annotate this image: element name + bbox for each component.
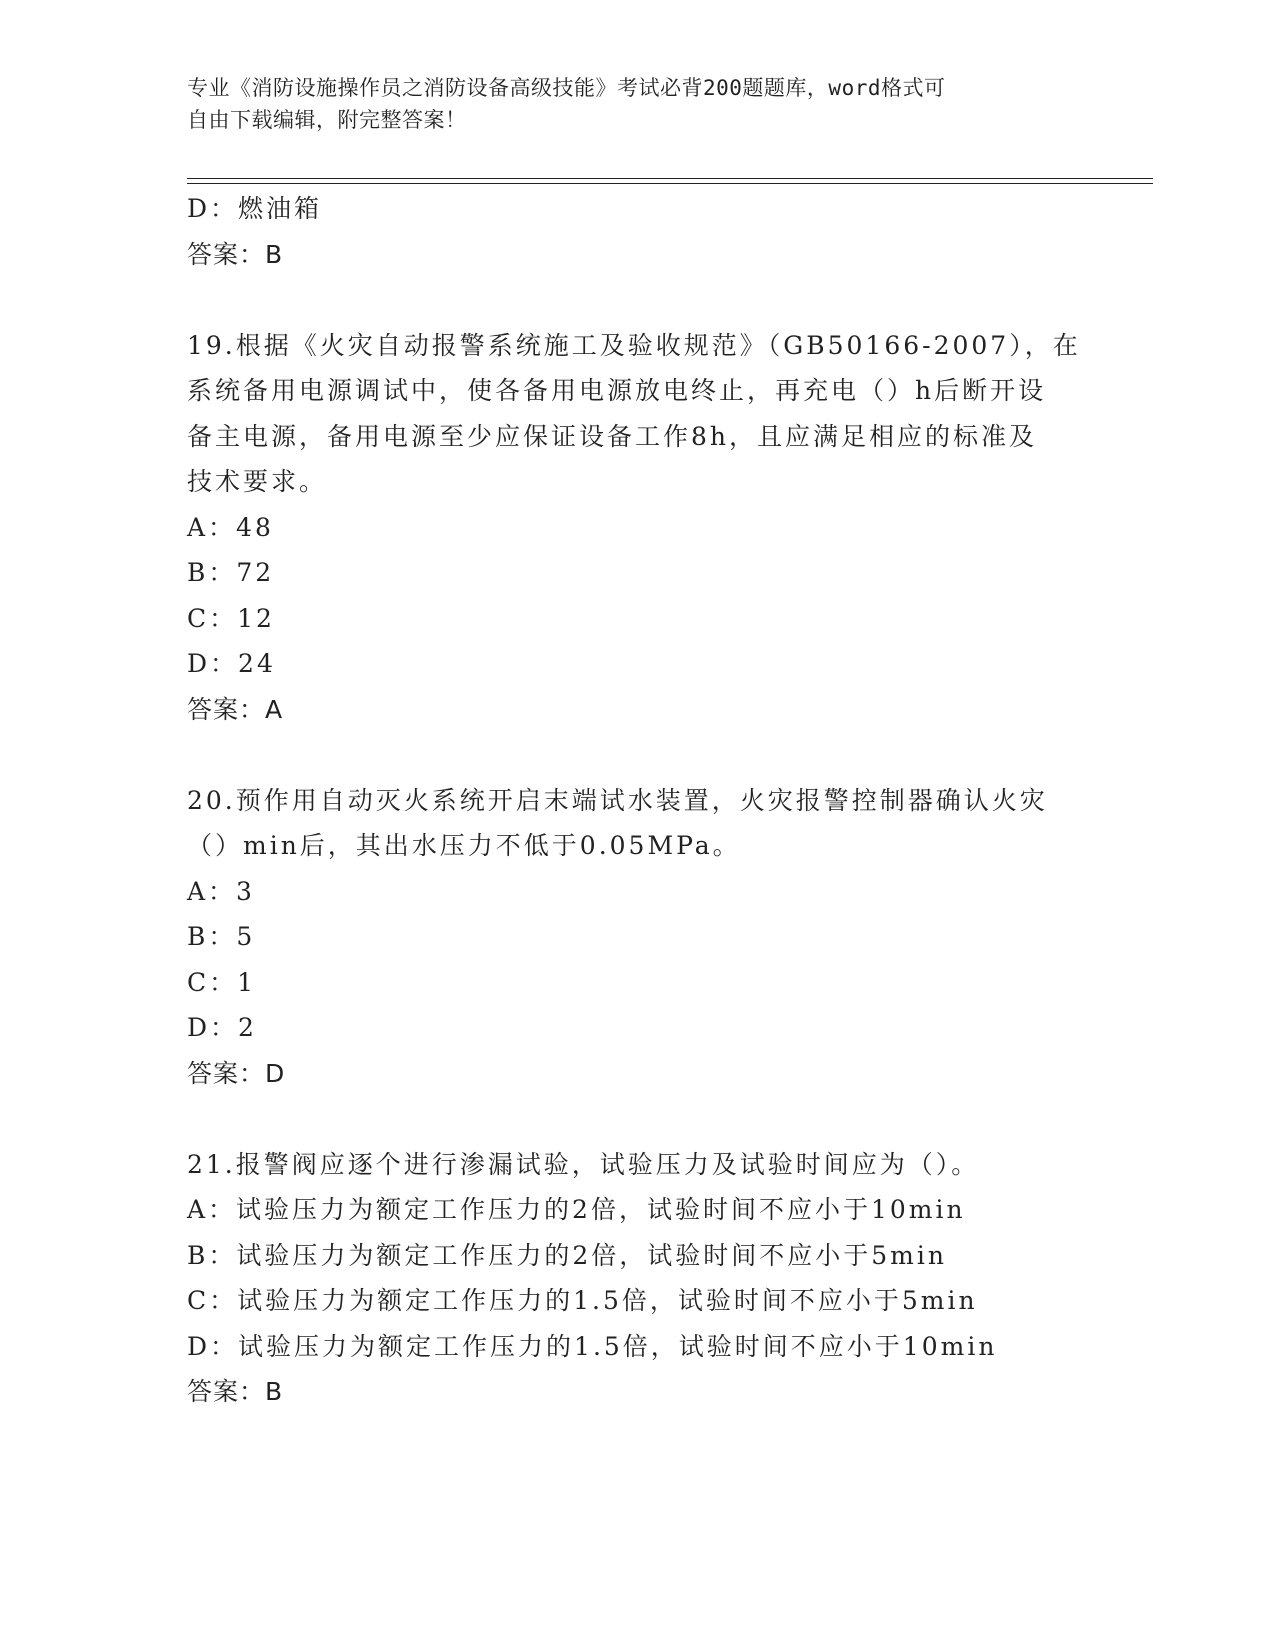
option-d: D：2 <box>187 1013 257 1042</box>
option-b: B：试验压力为额定工作压力的2倍，试验时间不应小于5min <box>187 1240 947 1270</box>
question-20 <box>187 778 1087 1097</box>
option-d: D：试验压力为额定工作压力的1.5倍，试验时间不应小于10min <box>187 1331 998 1361</box>
question-stem <box>187 323 1087 505</box>
option-d: D：燃油箱 <box>187 194 323 223</box>
question-stem <box>187 1142 1087 1188</box>
question-19 <box>187 323 1087 733</box>
document-body <box>187 186 1087 1415</box>
option-b: B：5 <box>187 922 256 951</box>
option-c: C：12 <box>187 603 275 633</box>
option-a: A：试验压力为额定工作压力的2倍，试验时间不应小于10min <box>187 1195 966 1224</box>
question-stem-line: 备主电源，备用电源至少应保证设备工作8h，且应满足相应的标准及 <box>187 421 1038 451</box>
answer-line: 答案：B <box>187 239 284 269</box>
question-stem <box>187 778 1087 869</box>
spacer <box>187 1096 1087 1142</box>
answer-line: 答案：D <box>187 1058 286 1088</box>
question-stem-line: 系统备用电源调试中，使各备用电源放电终止，再充电（）h后断开设 <box>187 376 1047 405</box>
question-stem-line: 技术要求。 <box>187 467 328 496</box>
question-stem-line: （）min后，其出水压力不低于0.05MPa。 <box>187 831 741 860</box>
answer-line: 答案：A <box>187 694 284 724</box>
spacer <box>187 732 1087 778</box>
header-double-rule <box>187 178 1153 184</box>
previous-question-tail <box>187 186 1087 277</box>
option-d: D：24 <box>187 649 276 678</box>
option-a: A：48 <box>187 512 274 542</box>
question-stem-line: 20.预作用自动灭火系统开启末端试水装置，火灾报警控制器确认火灾 <box>187 785 1048 815</box>
question-stem-line: 21.报警阀应逐个进行渗漏试验，试验压力及试验时间应为（）。 <box>187 1149 980 1179</box>
option-b: B：72 <box>187 558 275 587</box>
question-21 <box>187 1142 1087 1415</box>
option-c: C：试验压力为额定工作压力的1.5倍，试验时间不应小于5min <box>187 1286 978 1315</box>
header-line-1: 专业《消防设施操作员之消防设备高级技能》考试必背200题题库，word格式可 <box>187 76 946 100</box>
document-header <box>187 72 1067 136</box>
header-line-2: 自由下载编辑，附完整答案！ <box>187 108 467 132</box>
answer-line: 答案：B <box>187 1377 284 1406</box>
question-stem-line: 19.根据《火灾自动报警系统施工及验收规范》（GB50166-2007），在 <box>187 330 1081 360</box>
option-a: A：3 <box>187 876 255 906</box>
spacer <box>187 277 1087 323</box>
option-c: C：1 <box>187 967 257 997</box>
